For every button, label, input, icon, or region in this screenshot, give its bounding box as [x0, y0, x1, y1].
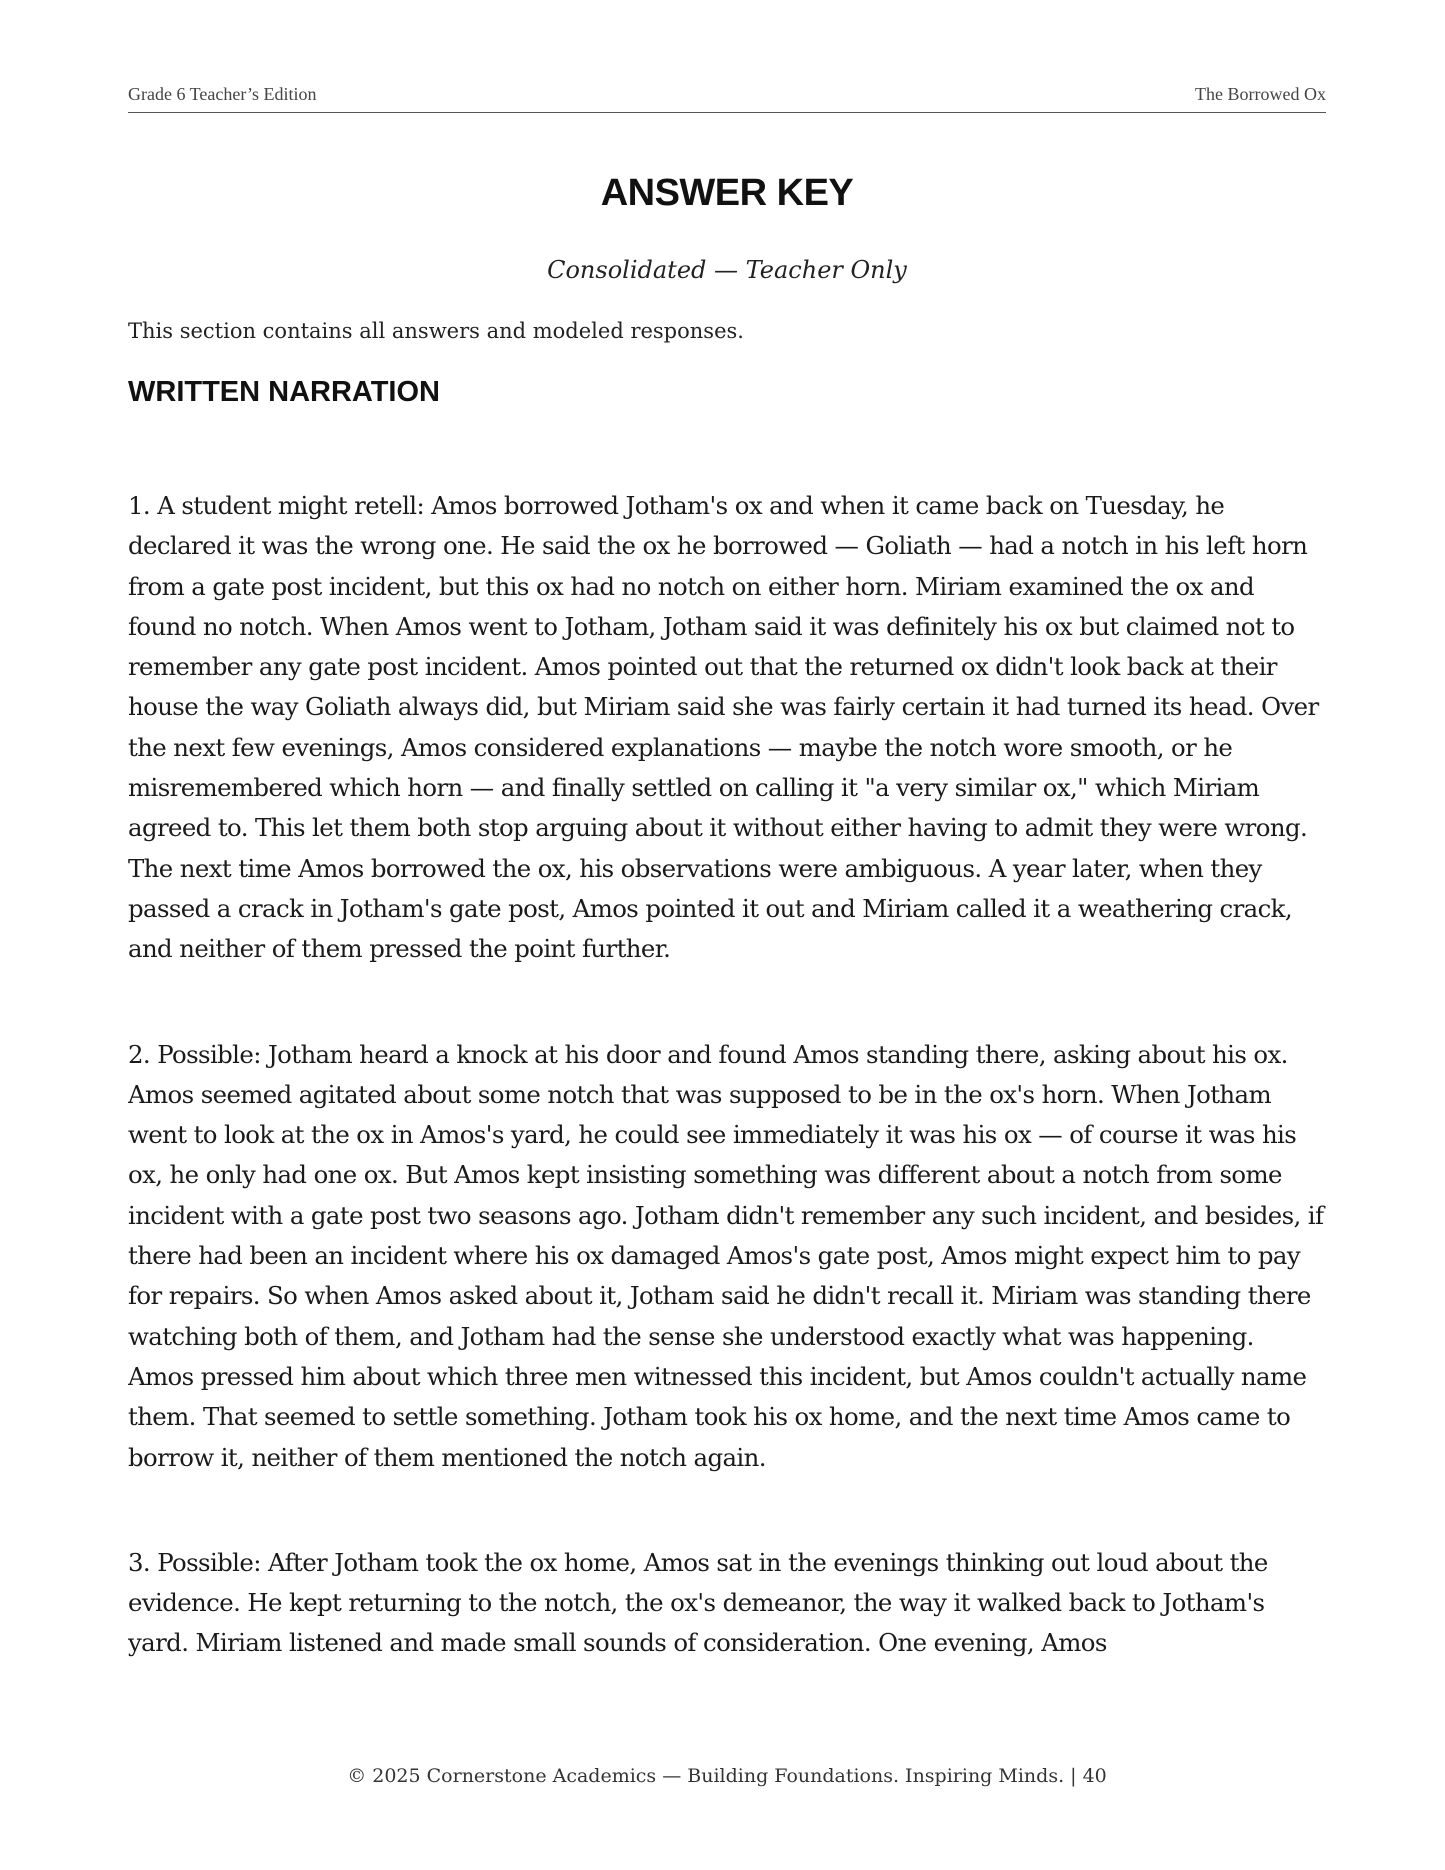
answers-list	[128, 486, 1326, 1706]
answer-paragraph-2: 2. Possible: Jotham heard a knock at his door and found Amos standing there, asking about his ox. Amos seemed agitated about some notch that was supposed to be in the ox's horn. When Jotham went to look at the ox in Amos's yard, he could see immediately it was his ox — of course it was his ox, he only had one ox. But Amos kept insisting something was different about a notch from some incident with a gate post two seasons ago. Jotham didn't remember any such incident, and besides, if there had been an incident where his ox damaged Amos's gate post, Amos might expect him to pay for repairs. So when Amos asked about it, Jotham said he didn't recall it. Miriam was standing there watching both of them, and Jotham had the sense she understood exactly what was happening. Amos pressed him about which three men witnessed this incident, but Amos couldn't actually name them. That seemed to settle something. Jotham took his ox home, and the next time Amos came to borrow it, neither of them mentioned the notch again.	[128, 1039, 1324, 1472]
page-header	[128, 84, 1326, 113]
answer-paragraph-3: 3. Possible: After Jotham took the ox home, Amos sat in the evenings thinking out loud about the evidence. He kept returning to the notch, the ox's demeanor, the way it walked back to Jotham's yard. Miriam listened and made small sounds of consideration. One evening, Amos	[128, 1547, 1268, 1658]
intro-text: This section contains all answers and modeled responses.	[128, 319, 744, 343]
header-course-label: Grade 6 Teacher’s Edition	[128, 84, 317, 104]
answer-paragraph-1: 1. A student might retell: Amos borrowed Jotham's ox and when it came back on Tuesday, he declared it was the wrong one. He said the ox he borrowed — Goliath — had a notch in his left horn from a gate post incident, but this ox had no notch on either horn. Miriam examined the ox and found no notch. When Amos went to Jotham, Jotham said it was definitely his ox but claimed not to remember any gate post incident. Amos pointed out that the returned ox didn't look back at their house the way Goliath always did, but Miriam said she was fairly certain it had turned its head. Over the next few evenings, Amos considered explanations — maybe the notch wore smooth, or he misremembered which horn — and finally settled on calling it "a very similar ox," which Miriam agreed to. This let them both stop arguing about it without either having to admit they were wrong. The next time Amos borrowed the ox, his observations were ambiguous. A year later, when they passed a crack in Jotham's gate post, Amos pointed it out and Miriam called it a weathering crack, and neither of them pressed the point further.	[128, 491, 1319, 964]
section-heading: WRITTEN NARRATION	[128, 376, 440, 408]
page-title: ANSWER KEY	[600, 172, 854, 214]
page-subtitle: Consolidated — Teacher Only	[547, 256, 907, 284]
header-story-title: The Borrowed Ox	[1195, 84, 1326, 104]
page-footer: © 2025 Cornerstone Academics — Building Foundations. Inspiring Minds. | 40	[347, 1765, 1107, 1787]
